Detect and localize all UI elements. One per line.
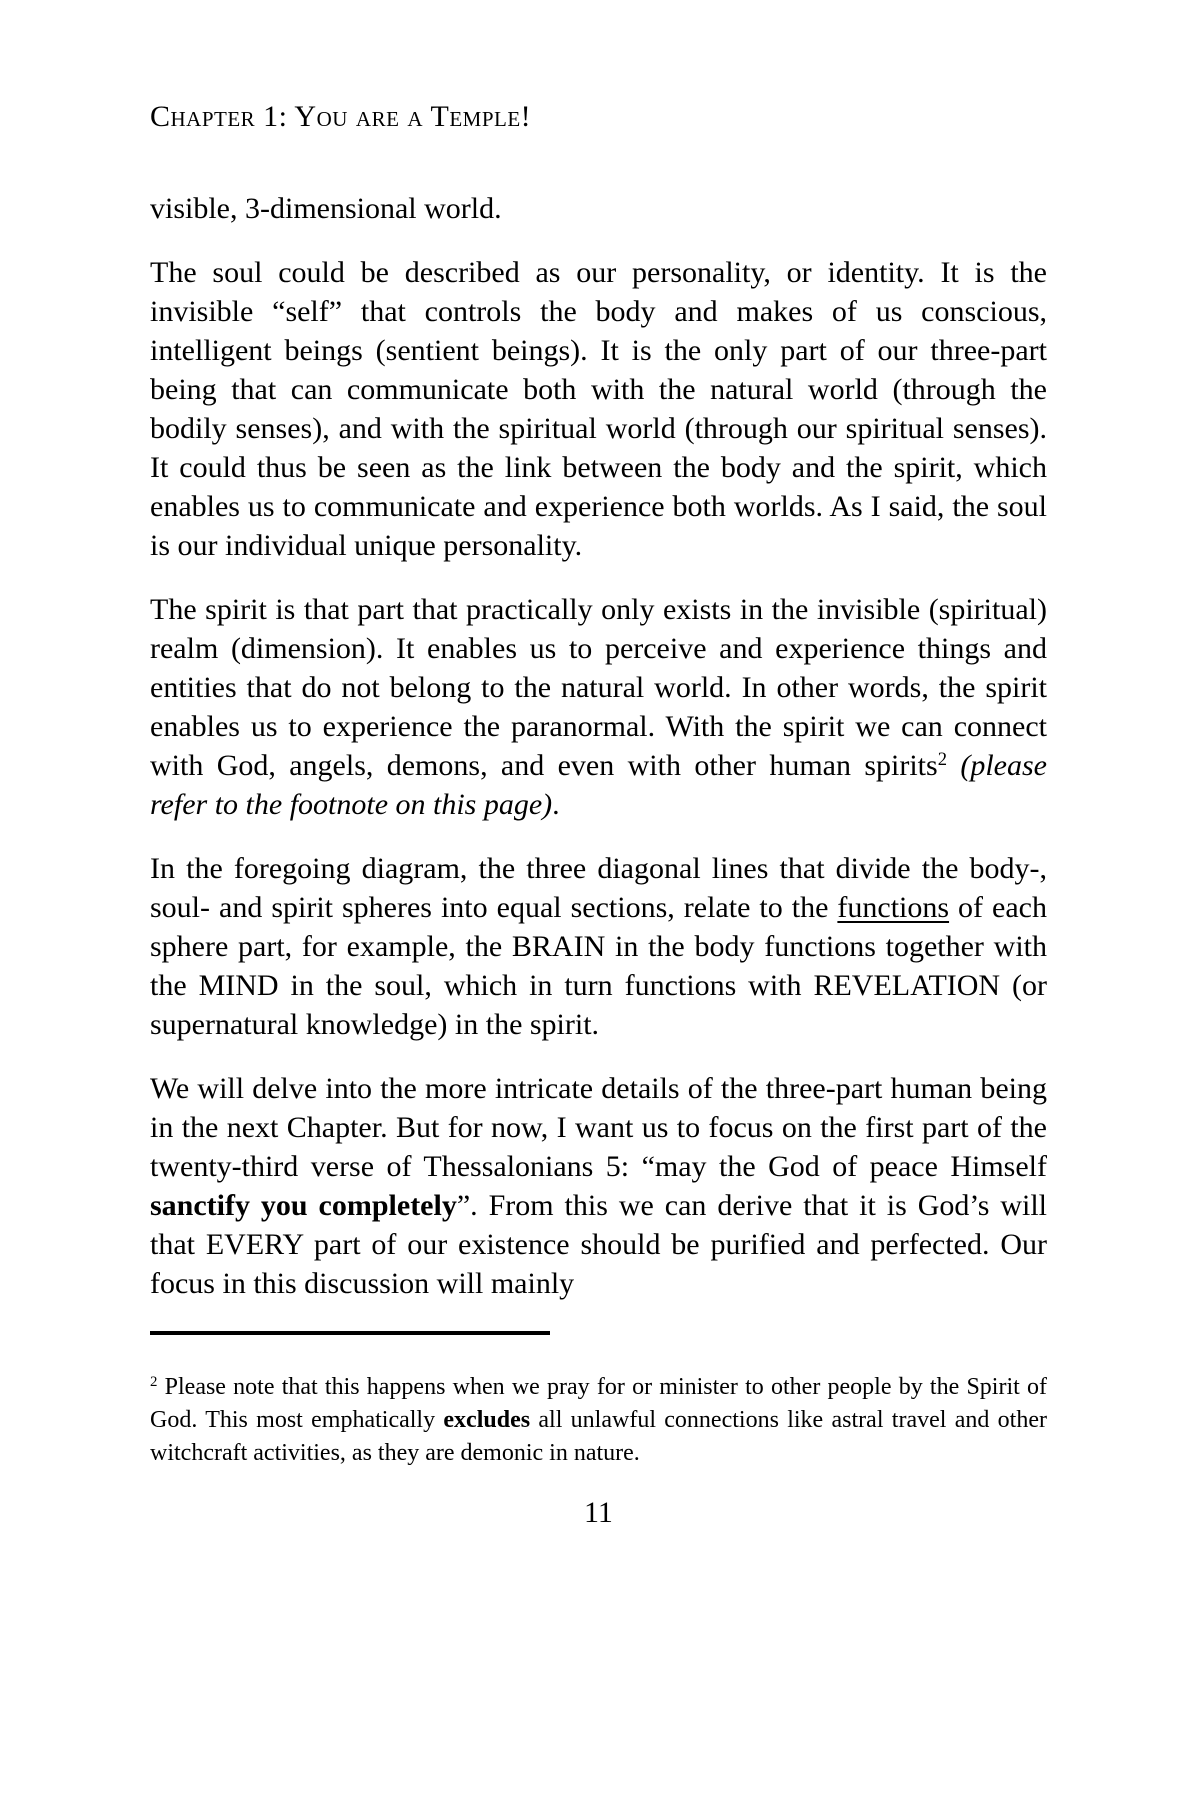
paragraph-sanctify — [150, 1069, 1047, 1303]
paragraph-continuation: visible, 3-dimensional world. — [150, 192, 502, 225]
text-run: . — [552, 788, 560, 821]
text-run: The spirit is that part that practically only exists in the invisible (spiritual) realm (dimension). It enables us to perceive and experience things and entities that do not belong to the natural world. In other words, the spirit enables us to experience the paranormal. With the spirit we can connect with God, angels, demons, and even with other human spirits — [150, 593, 1047, 782]
footnote-separator-rule — [150, 1331, 550, 1335]
paragraph-diagram-functions — [150, 849, 1047, 1044]
footnote-number-marker: 2 — [150, 1373, 158, 1390]
chapter-running-header: Chapter 1: You are a Temple! — [150, 100, 532, 133]
text-run-italic: (please refer to the footnote on this page) — [150, 749, 1047, 821]
footnote-text — [150, 1371, 1047, 1470]
text-run: of each sphere part, for example, the BRAIN in the body functions together with the MIND in the soul, which in turn functions with REVELATION (or supernatural knowledge) in the spirit. — [150, 891, 1047, 1041]
text-run-bold: sanctify you completely — [150, 1189, 457, 1222]
paragraph-spirit — [150, 590, 1047, 824]
text-run: Please note that this happens when we pray for or minister to other people by the Spirit of God. This most emphatically — [150, 1374, 1047, 1433]
text-run: ”. From this we can derive that it is God’s will that EVERY part of our existence should be purified and perfected. Our focus in this discussion will mainly — [150, 1189, 1047, 1300]
page-number: 11 — [584, 1496, 613, 1529]
text-run: We will delve into the more intricate details of the three-part human being in the next Chapter. But for now, I want us to focus on the first part of the twenty-third verse of Thessalonians 5: “may the God of peace Himself — [150, 1072, 1047, 1183]
paragraph-soul: The soul could be described as our personality, or identity. It is the invisible “self” that controls the body and makes of us conscious, intelligent beings (sentient beings). It is the only part of our three-part being that can communicate both with the natural world (through the bodily senses), and with the spiritual world (through our spiritual senses). It could thus be seen as the link between the body and the spirit, which enables us to communicate and experience both worlds. As I said, the soul is our individual unique personality. — [150, 256, 1047, 562]
text-run-underlined: functions — [837, 891, 950, 924]
text-column — [150, 0, 1047, 1529]
text-run: all unlawful connections like astral travel and other witchcraft activities, as they are demonic in nature. — [150, 1407, 1047, 1466]
text-run-bold: excludes — [443, 1407, 531, 1433]
footnote-reference-marker: 2 — [937, 748, 947, 770]
text-run: In the foregoing diagram, the three diagonal lines that divide the body-, soul- and spirit spheres into equal sections, relate to the — [150, 852, 1047, 924]
